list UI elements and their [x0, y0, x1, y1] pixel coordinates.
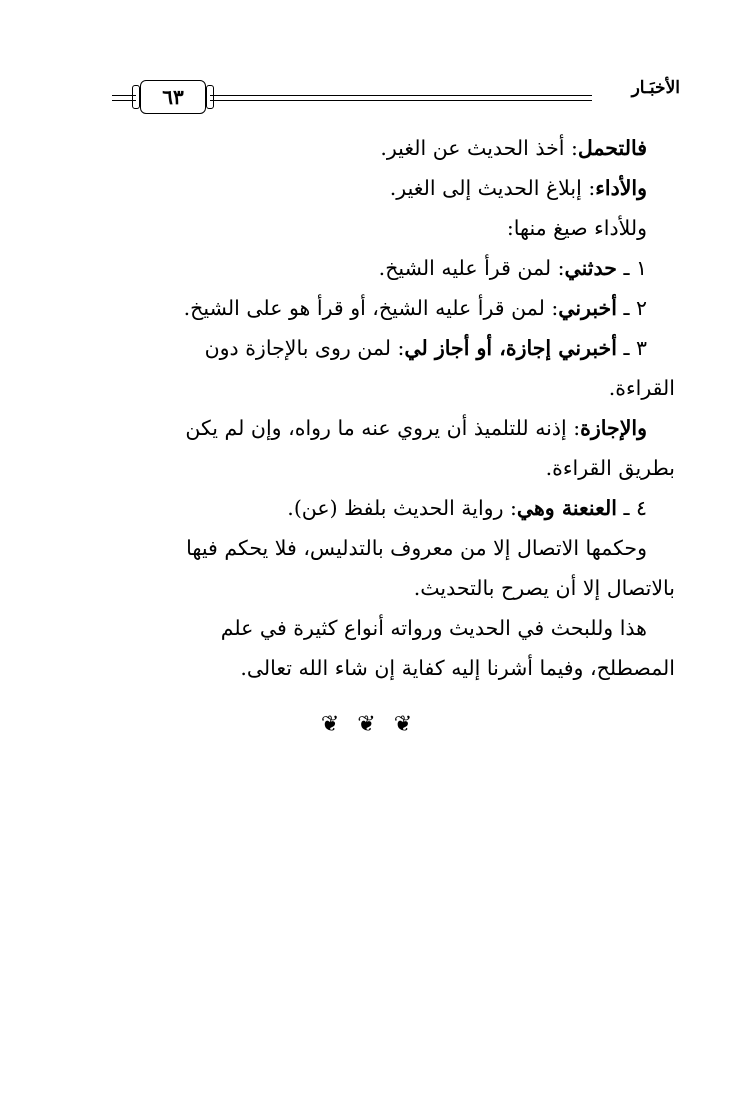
ornament-icon: ❦ — [393, 712, 431, 737]
term: أخبرني إجازة، — [492, 336, 617, 360]
list-item-3-continued: القراءة. — [608, 376, 675, 400]
list-item-1 — [105, 248, 675, 288]
definition-ijaza-continued: بطريق القراءة. — [545, 456, 675, 480]
header-rule — [210, 100, 592, 101]
running-header — [112, 74, 680, 118]
list-item-4 — [105, 488, 675, 528]
definition-tahammul — [105, 128, 675, 168]
closing-paragraph: هذا وللبحث في الحديث ورواته أنواع كثيرة في علم — [220, 616, 647, 640]
section-end-ornament — [0, 712, 751, 737]
term: أخبرني — [558, 296, 617, 320]
header-rule — [210, 95, 592, 96]
item-number: ٢ ـ — [616, 296, 647, 320]
item-number: ٣ ـ — [616, 336, 647, 360]
definition: : لمن قرأ عليه الشيخ، أو قرأ هو على الشيخ. — [183, 296, 559, 320]
body-text — [105, 128, 675, 688]
term: أجاز لي — [404, 336, 470, 360]
ornament-icon: ❦ — [320, 712, 358, 737]
definition: : رواية الحديث بلفظ (عن). — [287, 496, 517, 520]
ornament-icon: ❦ — [357, 712, 394, 737]
definition-ijaza — [105, 408, 675, 448]
term: حدثني — [564, 256, 617, 280]
item-number: ٤ ـ — [616, 496, 647, 520]
list-item-3 — [105, 328, 675, 368]
closing-paragraph-continued: المصطلح، وفيما أشرنا إليه كفاية إن شاء الله تعالى. — [240, 656, 675, 680]
page-number: ٦٣ — [162, 85, 184, 109]
term: العنعنة وهي — [516, 496, 617, 520]
list-item-2 — [105, 288, 675, 328]
term: فالتحمل — [577, 136, 647, 160]
term: والأداء — [595, 176, 647, 200]
definition-adaa — [105, 168, 675, 208]
definition: : إبلاغ الحديث إلى الغير. — [389, 176, 596, 200]
chapter-title: الأخبَـار — [631, 78, 680, 98]
hukm-paragraph-continued: بالاتصال إلا أن يصرح بالتحديث. — [413, 576, 675, 600]
definition: : إذنه للتلميذ أن يروي عنه ما رواه، وإن لم يكن — [185, 416, 581, 440]
definition: : لمن روى بالإجازة دون — [204, 336, 405, 360]
definition: : لمن قرأ عليه الشيخ. — [378, 256, 565, 280]
term-connector: أو — [469, 336, 493, 360]
hukm-paragraph: وحكمها الاتصال إلا من معروف بالتدليس، فلا يحكم فيها — [186, 536, 647, 560]
page-number-frame — [140, 80, 206, 114]
term: والإجازة — [580, 416, 647, 440]
siyagh-intro: وللأداء صيغ منها: — [506, 216, 647, 240]
item-number: ١ ـ — [616, 256, 647, 280]
definition: : أخذ الحديث عن الغير. — [380, 136, 578, 160]
